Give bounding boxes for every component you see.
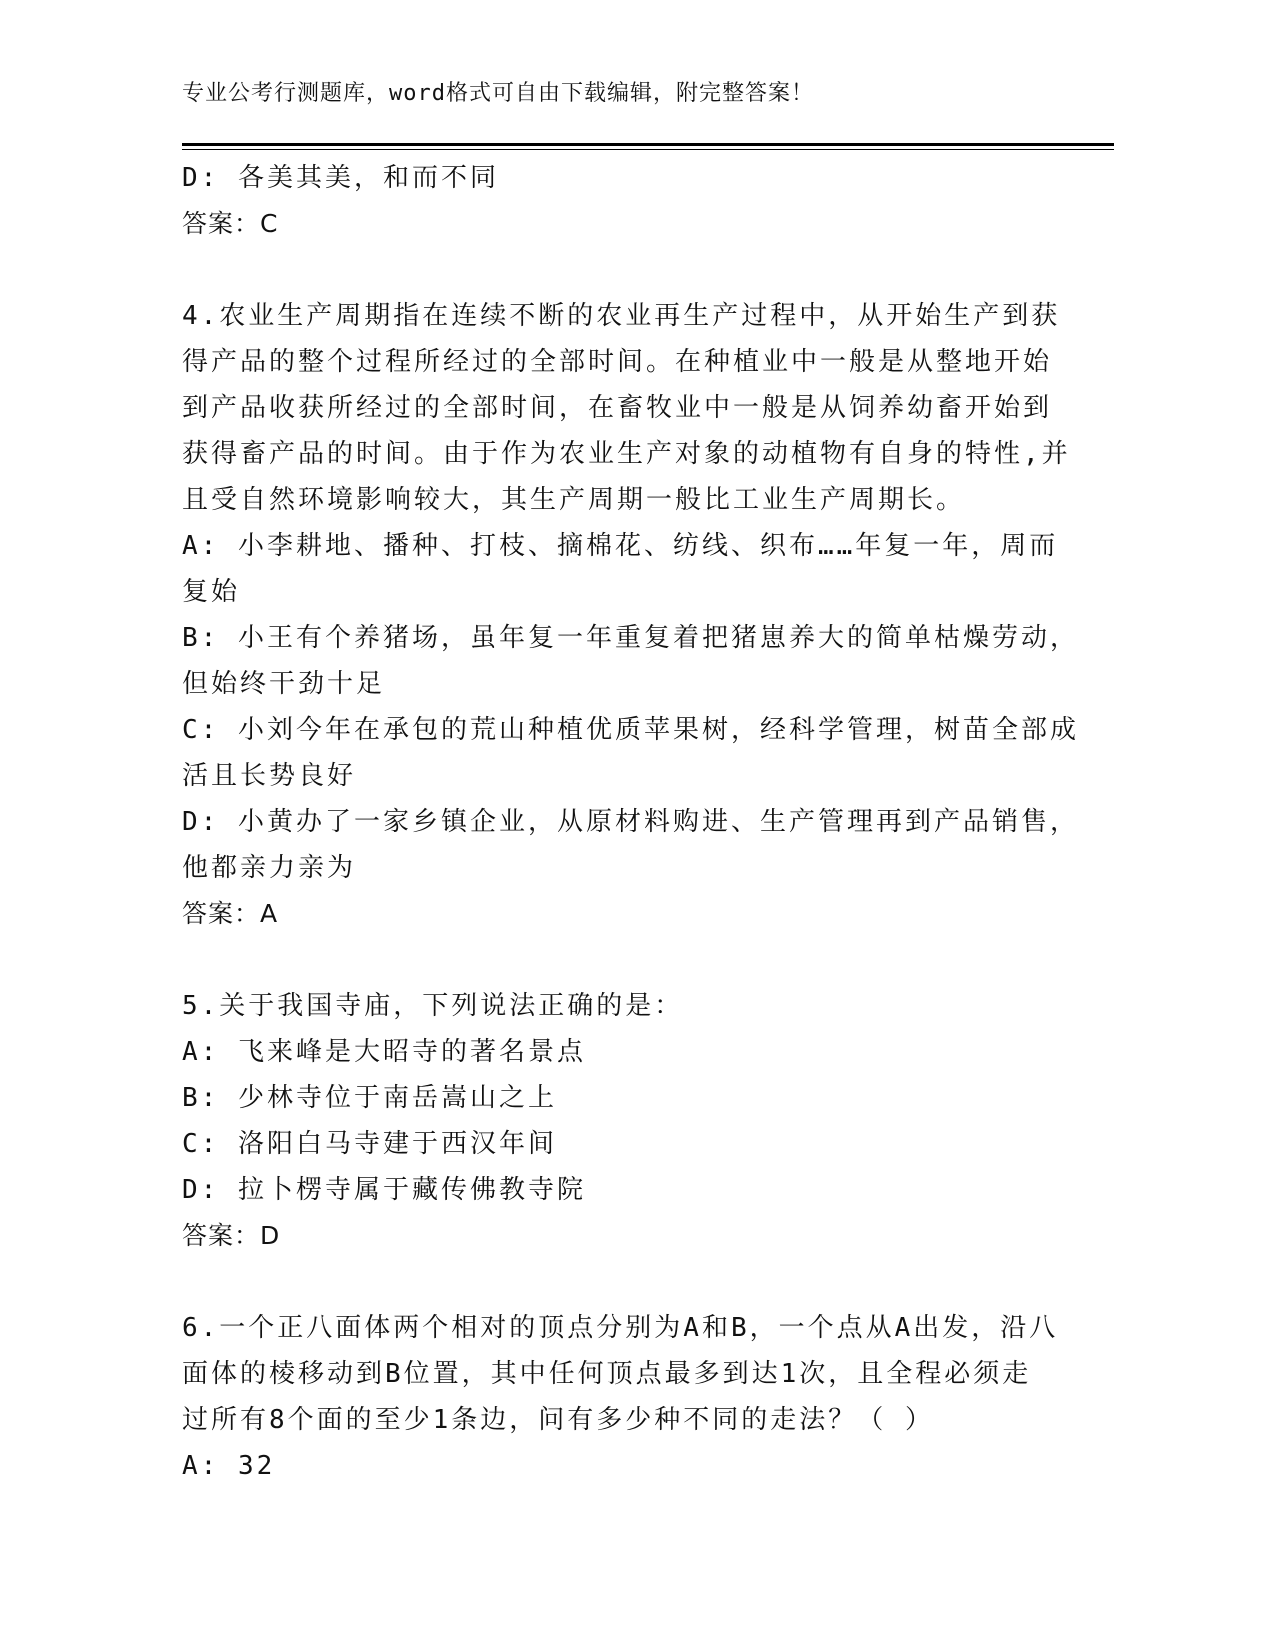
spacer — [182, 247, 1062, 293]
prev-option-d: D: 各美其美，和而不同 — [182, 163, 499, 193]
q5-option-c: C: 洛阳白马寺建于西汉年间 — [182, 1129, 557, 1159]
q6-option-a: A: 32 — [182, 1451, 276, 1481]
q4-option-d: D: 小黄办了一家乡镇企业，从原材料购进、生产管理再到产品销售， — [182, 807, 1079, 837]
header-rule-thin — [182, 149, 1114, 150]
header-rule-thick — [182, 143, 1114, 146]
q5-stem: 5.关于我国寺庙，下列说法正确的是： — [182, 991, 684, 1021]
spacer — [182, 937, 1062, 983]
q4-option-d-cont: 他都亲力亲为 — [182, 853, 357, 883]
q6-stem-line: 过所有8个面的至少1条边，问有多少种不同的走法？（ ） — [182, 1405, 934, 1435]
q4-option-a-cont: 复始 — [182, 577, 241, 607]
q6-stem-line: 面体的棱移动到B位置，其中任何顶点最多到达1次，且全程必须走 — [182, 1359, 1032, 1389]
q4-stem-line: 到产品收获所经过的全部时间，在畜牧业中一般是从饲养幼畜开始到 — [182, 393, 1053, 423]
q5-option-d: D: 拉卜楞寺属于藏传佛教寺院 — [182, 1175, 586, 1205]
q4-stem-line: 4.农业生产周期指在连续不断的农业再生产过程中，从开始生产到获 — [182, 301, 1061, 331]
q4-option-c: C: 小刘今年在承包的荒山种植优质苹果树，经科学管理，树苗全部成 — [182, 715, 1079, 745]
spacer — [182, 1259, 1062, 1305]
q5-answer: 答案：D — [182, 1221, 281, 1250]
q4-option-b-cont: 但始终干劲十足 — [182, 669, 386, 699]
q4-option-c-cont: 活且长势良好 — [182, 761, 357, 791]
page-header: 专业公考行测题库，word格式可自由下载编辑，附完整答案！ — [182, 81, 814, 106]
q4-stem-line: 得产品的整个过程所经过的全部时间。在种植业中一般是从整地开始 — [182, 347, 1053, 377]
q4-stem-line: 且受自然环境影响较大，其生产周期一般比工业生产周期长。 — [182, 485, 966, 515]
q6-stem-line: 6.一个正八面体两个相对的顶点分别为A和B，一个点从A出发，沿八 — [182, 1313, 1059, 1343]
q5-option-b: B: 少林寺位于南岳嵩山之上 — [182, 1083, 557, 1113]
q4-answer: 答案：A — [182, 899, 279, 928]
q4-stem-line: 获得畜产品的时间。由于作为农业生产对象的动植物有自身的特性,并 — [182, 439, 1071, 469]
q4-option-b: B: 小王有个养猪场，虽年复一年重复着把猪崽养大的简单枯燥劳动， — [182, 623, 1079, 653]
document-body — [182, 155, 1079, 1489]
q4-option-a: A: 小李耕地、播种、打枝、摘棉花、纺线、织布……年复一年，周而 — [182, 531, 1059, 561]
prev-answer: 答案：C — [182, 209, 279, 238]
q5-option-a: A: 飞来峰是大昭寺的著名景点 — [182, 1037, 586, 1067]
